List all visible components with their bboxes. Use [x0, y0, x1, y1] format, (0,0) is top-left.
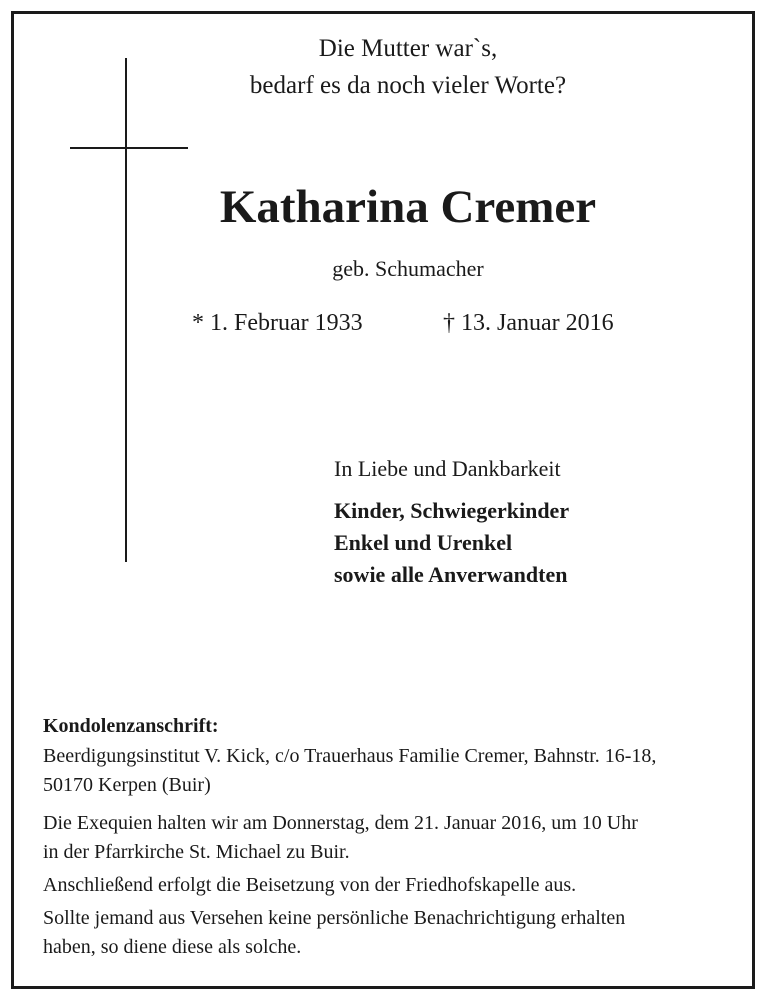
deceased-name: Katharina Cremer	[219, 181, 597, 233]
cross-horizontal-bar	[70, 147, 188, 149]
address-label: Kondolenzanschrift:	[43, 715, 219, 737]
mourners-line-3: sowie alle Anverwandten	[334, 562, 568, 587]
mourners-line-1: Kinder, Schwiegerkinder	[334, 498, 570, 523]
address-line-1: Beerdigungsinstitut V. Kick, c/o Trauerhaus Familie Cremer, Bahnstr. 16-18,	[43, 745, 657, 767]
motto-line-1: Die Mutter war`s,	[318, 35, 498, 62]
maiden-name: geb. Schumacher	[332, 256, 484, 281]
notice-line-1: Sollte jemand aus Versehen keine persönliche Benachrichtigung erhalten	[43, 907, 626, 929]
birth-date: * 1. Februar 1933	[192, 310, 363, 336]
notice-line-2: haben, so diene diese als solche.	[43, 936, 302, 958]
motto-line-2: bedarf es da noch vieler Worte?	[249, 72, 567, 99]
cross-vertical-bar	[125, 58, 127, 562]
death-date: † 13. Januar 2016	[443, 310, 614, 336]
mourners-line-2: Enkel und Urenkel	[334, 530, 513, 555]
mourners-intro: In Liebe und Dankbarkeit	[334, 456, 561, 481]
burial-line: Anschließend erfolgt die Beisetzung von der Friedhofskapelle aus.	[43, 874, 577, 896]
service-line-1: Die Exequien halten wir am Donnerstag, dem 21. Januar 2016, um 10 Uhr	[43, 812, 638, 834]
address-line-2: 50170 Kerpen (Buir)	[43, 774, 211, 796]
service-line-2: in der Pfarrkirche St. Michael zu Buir.	[43, 841, 350, 863]
